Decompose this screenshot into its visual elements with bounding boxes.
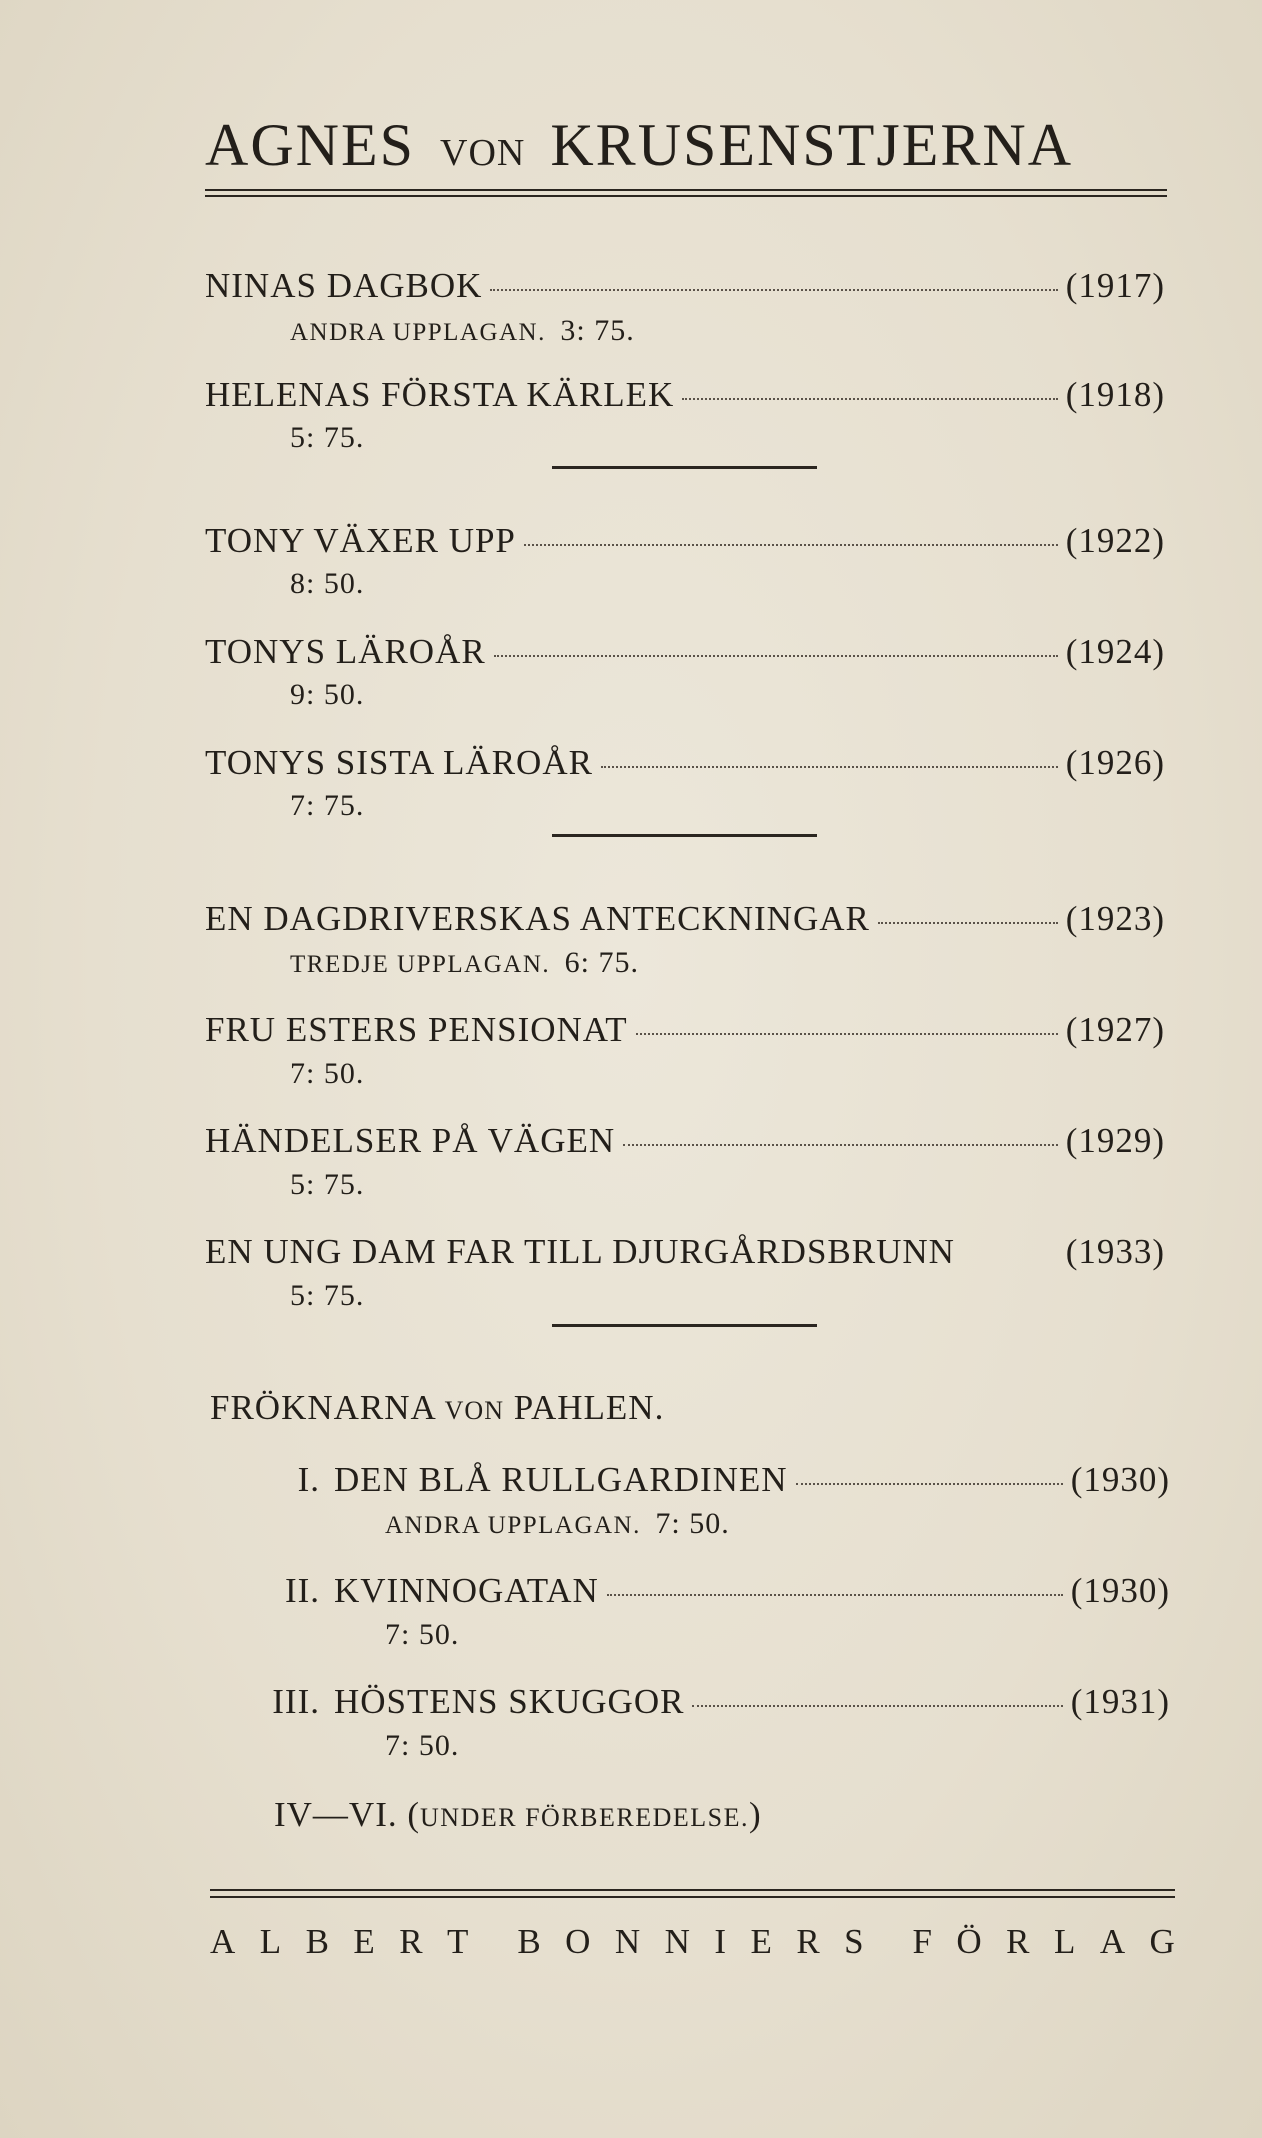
section-divider	[552, 1324, 817, 1327]
series-title-pre: FRÖKNARNA	[210, 1388, 435, 1427]
book-year: (1923)	[1065, 899, 1165, 938]
book-price: 5: 75.	[290, 421, 365, 454]
dot-leader	[682, 398, 1057, 400]
publisher-letter: Ö	[956, 1922, 982, 1961]
dot-leader	[636, 1033, 1058, 1035]
volume-year: (1930)	[1070, 1460, 1170, 1499]
publisher-letter: S	[844, 1922, 864, 1961]
book-price: 5: 75.	[290, 1279, 365, 1312]
volume-details	[385, 1729, 459, 1763]
in-preparation-open: (	[407, 1795, 421, 1834]
volume-number: III.	[272, 1682, 320, 1721]
publisher-letter: R	[399, 1922, 423, 1961]
book-title: TONY VÄXER UPP	[205, 521, 516, 560]
publisher-letter: R	[796, 1922, 820, 1961]
book-entry	[205, 899, 1165, 939]
book-details	[290, 678, 364, 712]
volume-title: HÖSTENS SKUGGOR	[334, 1682, 685, 1721]
book-price: 9: 50.	[290, 678, 365, 711]
volume-heading	[250, 1682, 684, 1722]
dot-leader	[524, 544, 1058, 546]
book-entry	[205, 1232, 1165, 1272]
book-entry	[205, 1121, 1165, 1161]
book-title: HELENAS FÖRSTA KÄRLEK	[205, 375, 675, 414]
dot-leader	[878, 922, 1058, 924]
dot-leader	[601, 766, 1058, 768]
book-details	[290, 1057, 364, 1091]
book-details	[290, 946, 639, 980]
book-year: (1929)	[1065, 1121, 1165, 1160]
book-title: FRU ESTERS PENSIONAT	[205, 1010, 628, 1049]
book-title: EN UNG DAM FAR TILL DJURGÅRDSBRUNN	[205, 1232, 955, 1271]
publisher-letter: L	[259, 1922, 282, 1961]
in-preparation-close: )	[749, 1795, 762, 1834]
publisher-name	[210, 1922, 1175, 1962]
footer-rule-bottom	[210, 1896, 1175, 1898]
publisher-letter: F	[912, 1922, 932, 1961]
in-preparation-note: UNDER FÖRBEREDELSE.	[420, 1803, 749, 1832]
volume-title: KVINNOGATAN	[334, 1571, 599, 1610]
book-entry	[205, 375, 1165, 415]
book-entry	[205, 743, 1165, 783]
volume-details	[385, 1618, 459, 1652]
book-price: 7: 50.	[290, 1057, 365, 1090]
book-details	[290, 567, 364, 601]
book-year: (1926)	[1065, 743, 1165, 782]
section-divider	[552, 834, 817, 837]
publisher-letter: E	[750, 1922, 772, 1961]
author-first: AGNES	[205, 112, 416, 178]
book-title: EN DAGDRIVERSKAS ANTECKNINGAR	[205, 899, 870, 938]
author-particle: VON	[440, 132, 526, 174]
publisher-letter: R	[1006, 1922, 1030, 1961]
dot-leader	[607, 1594, 1063, 1596]
book-entry	[205, 521, 1165, 561]
book-edition: ANDRA UPPLAGAN.	[290, 319, 546, 346]
book-year: (1933)	[1065, 1232, 1165, 1271]
publisher-letter: L	[1053, 1922, 1076, 1961]
book-title: TONYS SISTA LÄROÅR	[205, 743, 593, 782]
series-title	[210, 1388, 664, 1428]
publisher-letter: T	[447, 1922, 469, 1961]
dot-leader	[623, 1144, 1058, 1146]
dot-leader	[494, 655, 1058, 657]
book-price: 3: 75.	[560, 314, 635, 347]
dot-leader	[692, 1705, 1062, 1707]
publisher-letter: N	[614, 1922, 641, 1961]
book-details	[290, 789, 364, 823]
book-price: 6: 75.	[564, 946, 639, 979]
series-title-post: PAHLEN.	[513, 1388, 665, 1427]
volume-edition: ANDRA UPPLAGAN.	[385, 1512, 641, 1539]
book-price: 8: 50.	[290, 567, 365, 600]
book-details	[290, 314, 635, 348]
publisher-letter: N	[664, 1922, 690, 1961]
publisher-letter: A	[1099, 1922, 1126, 1961]
in-preparation-number: IV—VI.	[274, 1795, 398, 1834]
volume-details	[385, 1507, 730, 1541]
volume-number: I.	[297, 1460, 320, 1499]
book-entry	[205, 1010, 1165, 1050]
book-details	[290, 1279, 364, 1313]
volume-heading	[250, 1571, 599, 1611]
book-price: 5: 75.	[290, 1168, 365, 1201]
book-entry	[205, 266, 1165, 306]
volume-number: II.	[284, 1571, 320, 1610]
publisher-letter: B	[305, 1922, 329, 1961]
section-divider	[552, 466, 817, 469]
author-name	[205, 112, 1165, 178]
series-volume	[250, 1682, 1170, 1722]
book-year: (1922)	[1065, 521, 1165, 560]
series-title-particle: VON	[444, 1396, 504, 1425]
book-title: NINAS DAGBOK	[205, 266, 483, 305]
header-rule-top	[205, 189, 1167, 191]
book-edition: TREDJE UPPLAGAN.	[290, 951, 551, 978]
book-title: TONYS LÄROÅR	[205, 632, 486, 671]
dot-leader	[796, 1483, 1063, 1485]
book-details	[290, 1168, 364, 1202]
volume-year: (1930)	[1070, 1571, 1170, 1610]
book-year: (1917)	[1065, 266, 1165, 305]
volume-price: 7: 50.	[385, 1729, 460, 1762]
book-year: (1918)	[1065, 375, 1165, 414]
series-volume	[250, 1460, 1170, 1500]
header-rule-bottom	[205, 195, 1167, 197]
book-price: 7: 75.	[290, 789, 365, 822]
in-preparation	[274, 1795, 762, 1835]
book-year: (1927)	[1065, 1010, 1165, 1049]
volume-heading	[250, 1460, 788, 1500]
series-volume	[250, 1571, 1170, 1611]
book-details	[290, 421, 364, 455]
dot-leader	[490, 289, 1057, 291]
publisher-letter: I	[714, 1922, 727, 1961]
footer-rule-top	[210, 1889, 1175, 1891]
book-entry	[205, 632, 1165, 672]
volume-year: (1931)	[1070, 1682, 1170, 1721]
author-last: KRUSENSTJERNA	[550, 112, 1074, 178]
volume-title: DEN BLÅ RULLGARDINEN	[334, 1460, 788, 1499]
publisher-letter: O	[565, 1922, 591, 1961]
book-title: HÄNDELSER PÅ VÄGEN	[205, 1121, 616, 1160]
book-year: (1924)	[1065, 632, 1165, 671]
publisher-letter: A	[210, 1922, 236, 1961]
publisher-letter: E	[353, 1922, 375, 1961]
volume-price: 7: 50.	[655, 1507, 730, 1540]
volume-price: 7: 50.	[385, 1618, 460, 1651]
publisher-letter: B	[517, 1922, 541, 1961]
publisher-letter: G	[1149, 1922, 1175, 1961]
